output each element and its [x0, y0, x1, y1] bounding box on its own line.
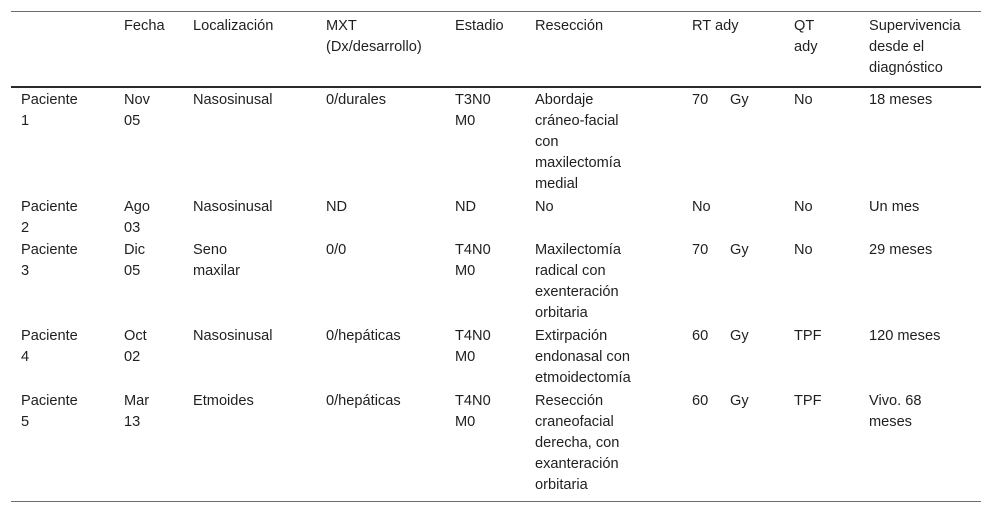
- date-cell: Mar 13: [124, 393, 150, 430]
- table-row: [11, 387, 981, 497]
- location-cell: Etmoides: [193, 393, 254, 409]
- mxt-cell: 0/0: [326, 242, 347, 258]
- survival-cell: 18 meses: [869, 92, 933, 108]
- resection-cell: Resección craneofacial derecha, con exanteración orbitaria: [535, 393, 620, 493]
- stage-cell: ND: [455, 199, 477, 215]
- location-cell: Nasosinusal: [193, 92, 273, 108]
- rt-cell: [692, 90, 782, 111]
- rt-unit: Gy: [730, 242, 749, 258]
- survival-cell: 120 meses: [869, 328, 941, 344]
- rt-cell: [692, 391, 782, 412]
- mxt-cell: 0/hepáticas: [326, 328, 401, 344]
- resection-cell: Extirpación endonasal con etmoidectomía: [535, 328, 631, 386]
- qt-cell: No: [794, 199, 813, 215]
- rt-cell: [692, 197, 782, 218]
- table-row: [11, 322, 981, 387]
- survival-cell: Vivo. 68 meses: [869, 393, 922, 430]
- rt-cell: [692, 240, 782, 261]
- rt-unit: Gy: [730, 92, 749, 108]
- header-cell: Supervivencia desde el diagnóstico: [869, 18, 961, 76]
- patient-cell: Paciente 3: [21, 242, 78, 279]
- qt-cell: No: [794, 242, 813, 258]
- survival-cell: 29 meses: [869, 242, 933, 258]
- header-cell: Localización: [193, 18, 274, 34]
- resection-cell: Maxilectomía radical con exenteración orbitaria: [535, 242, 621, 321]
- date-cell: Dic 05: [124, 242, 146, 279]
- qt-cell: No: [794, 92, 813, 108]
- rt-cell: [692, 326, 782, 347]
- stage-cell: T3N0 M0: [455, 92, 491, 129]
- rt-value: 60: [692, 393, 709, 409]
- patients-table: [11, 11, 981, 502]
- mxt-cell: ND: [326, 199, 348, 215]
- mxt-cell: 0/durales: [326, 92, 387, 108]
- date-cell: Oct 02: [124, 328, 147, 365]
- table-row: [11, 236, 981, 322]
- qt-cell: TPF: [794, 393, 822, 409]
- location-cell: Nasosinusal: [193, 199, 273, 215]
- location-cell: Nasosinusal: [193, 328, 273, 344]
- stage-cell: T4N0 M0: [455, 328, 491, 365]
- header-cell: Fecha: [124, 18, 165, 34]
- qt-cell: TPF: [794, 328, 822, 344]
- date-cell: Ago 03: [124, 199, 150, 236]
- header-cell: Estadio: [455, 18, 504, 34]
- header-cell: RT ady: [692, 18, 739, 34]
- resection-cell: No: [535, 199, 554, 215]
- table-header-row: [11, 12, 981, 88]
- header-cell: Resección: [535, 18, 604, 34]
- stage-cell: T4N0 M0: [455, 393, 491, 430]
- location-cell: Seno maxilar: [193, 242, 241, 279]
- rt-value: 70: [692, 92, 709, 108]
- patient-cell: Paciente 1: [21, 92, 78, 129]
- patient-cell: Paciente 4: [21, 328, 78, 365]
- survival-cell: Un mes: [869, 199, 920, 215]
- rt-value: 60: [692, 328, 709, 344]
- rt-unit: Gy: [730, 393, 749, 409]
- header-cell: QT ady: [794, 18, 818, 55]
- header-cell: MXT (Dx/desarrollo): [326, 18, 422, 55]
- date-cell: Nov 05: [124, 92, 150, 129]
- patient-cell: Paciente 2: [21, 199, 78, 236]
- table-row: [11, 86, 981, 193]
- patient-cell: Paciente 5: [21, 393, 78, 430]
- rt-value: 70: [692, 242, 709, 258]
- resection-cell: Abordaje cráneo-facial con maxilectomía medial: [535, 92, 621, 192]
- table-row: [11, 193, 981, 236]
- stage-cell: T4N0 M0: [455, 242, 491, 279]
- mxt-cell: 0/hepáticas: [326, 393, 401, 409]
- rt-unit: Gy: [730, 328, 749, 344]
- rt-value: No: [692, 199, 711, 215]
